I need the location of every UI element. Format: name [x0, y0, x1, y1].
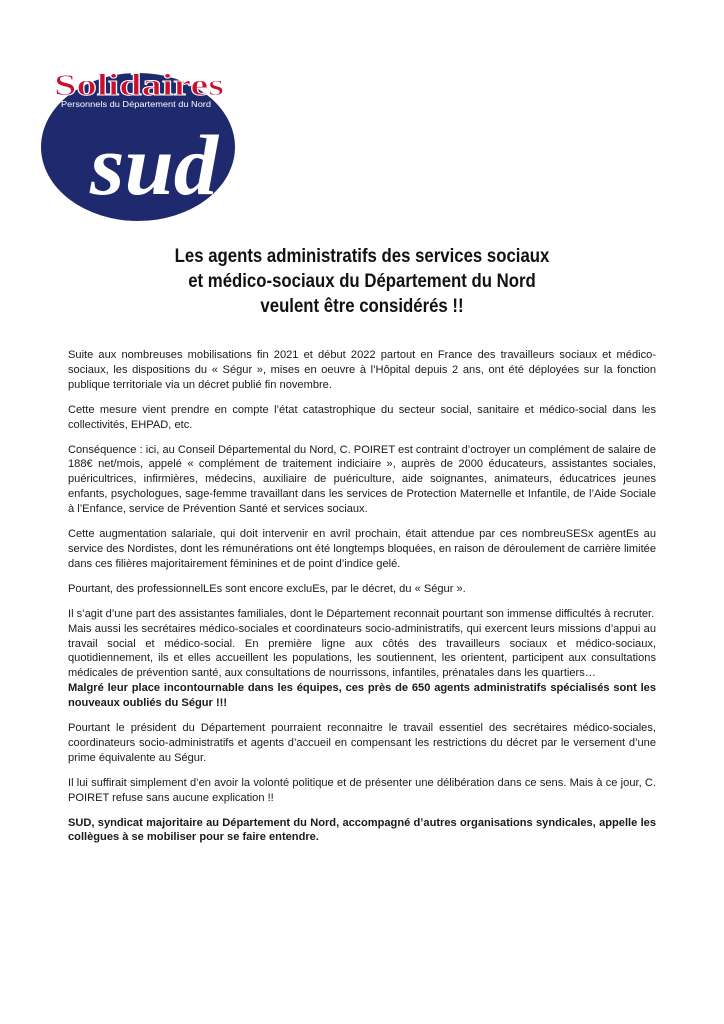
title-line-1: Les agents administratifs des services sociaux [174, 245, 550, 267]
paragraph-2: Cette mesure vient prendre en compte l’état catastrophique du secteur social, sanitaire et médico-social dans les collectivités, EHPAD, etc. [68, 403, 656, 431]
paragraph-6: Il s’agit d’une part des assistantes familiales, dont le Département reconnait pourtant son immense difficultés à recruter. [68, 607, 655, 620]
paragraph-8-bold [68, 681, 656, 711]
sud-solidaires-logo [38, 62, 238, 222]
paragraph-7: Mais aussi les secrétaires médico-sociales et coordinateurs socio-administratifs, qui exercent leurs missions d’appui au travail social et médico-social. En première ligne aux côtés des travailleurs sociaux et médico-sociaux, quotidiennement, ils et elles accueillent les populations, les soutiennent, les orientent, participent aux consultations médicales de prévention santé, aux consultations de nourrissons, infantiles, prénatales dans les quartiers… [68, 622, 656, 680]
logo-subtitle-text: Personnels du Département du Nord [61, 99, 212, 109]
logo-sud-text: sud [88, 117, 221, 213]
title-line-3: veulent être considérés !! [260, 295, 464, 317]
paragraph-11-bold [68, 816, 656, 846]
page-title [119, 244, 604, 319]
paragraph-5: Pourtant, des professionnelLEs sont encore excluEs, par le décret, du « Ségur ». [68, 582, 466, 595]
paragraph-3: Conséquence : ici, au Conseil Départemental du Nord, C. POIRET est contraint d’octroyer un complément de salaire de 188€ net/mois, appelé « complément de traitement indiciaire », auprès de 2000 éducateurs, assistantes sociales, puéricultrices, infirmières, médecins, auxiliaire de puériculture, aide soignantes, animateurs, éducatrices jeunes enfants, psychologues, sage-femme travaillant dans les services de Protection Maternelle et Infantile, de l’Aide Sociale à l’Enfance, service de Prévention Santé et services sociaux. [68, 443, 656, 516]
bold-statement: Malgré leur place incontournable dans les équipes, ces près de 650 agents administratifs spécialisés sont les nouveaux oubliés du Ségur !!! [68, 682, 656, 710]
title-line-2: et médico-sociaux du Département du Nord [188, 270, 536, 292]
paragraph-1: Suite aux nombreuses mobilisations fin 2021 et début 2022 partout en France des travailleurs sociaux et médico-sociaux, les dispositions du « Ségur », mises en oeuvre à l’Hôpital depuis 2 ans, ont été déployées sur la fonction publique territoriale via un décret publié fin novembre. [68, 349, 656, 391]
paragraph-9: Pourtant le président du Département pourraient reconnaitre le travail essentiel des secrétaires médico-sociales, coordinateurs socio-administratifs et agents d’accueil en compensant les restrictions du décret par le versement d’une prime équivalente au Ségur. [68, 722, 656, 764]
logo-solidaires-text: Solidaires [54, 67, 224, 102]
closing-call-to-action: SUD, syndicat majoritaire au Département du Nord, accompagné d’autres organisations syndicales, appelle les collègues à se mobiliser pour se faire entendre. [68, 816, 656, 844]
paragraph-10: Il lui suffirait simplement d’en avoir la volonté politique et de présenter une délibération dans ce sens. Mais à ce jour, C. POIRET refuse sans aucune explication !! [68, 776, 656, 804]
paragraph-4: Cette augmentation salariale, qui doit intervenir en avril prochain, était attendue par ces nombreuSESx agentEs au service des Nordistes, dont les rémunérations ont été longtemps bloquées, en raison de déroulement de carrière limitée dans ces filières majoritairement féminines et de point d’indice gelé. [68, 528, 656, 570]
document-body [68, 348, 656, 855]
